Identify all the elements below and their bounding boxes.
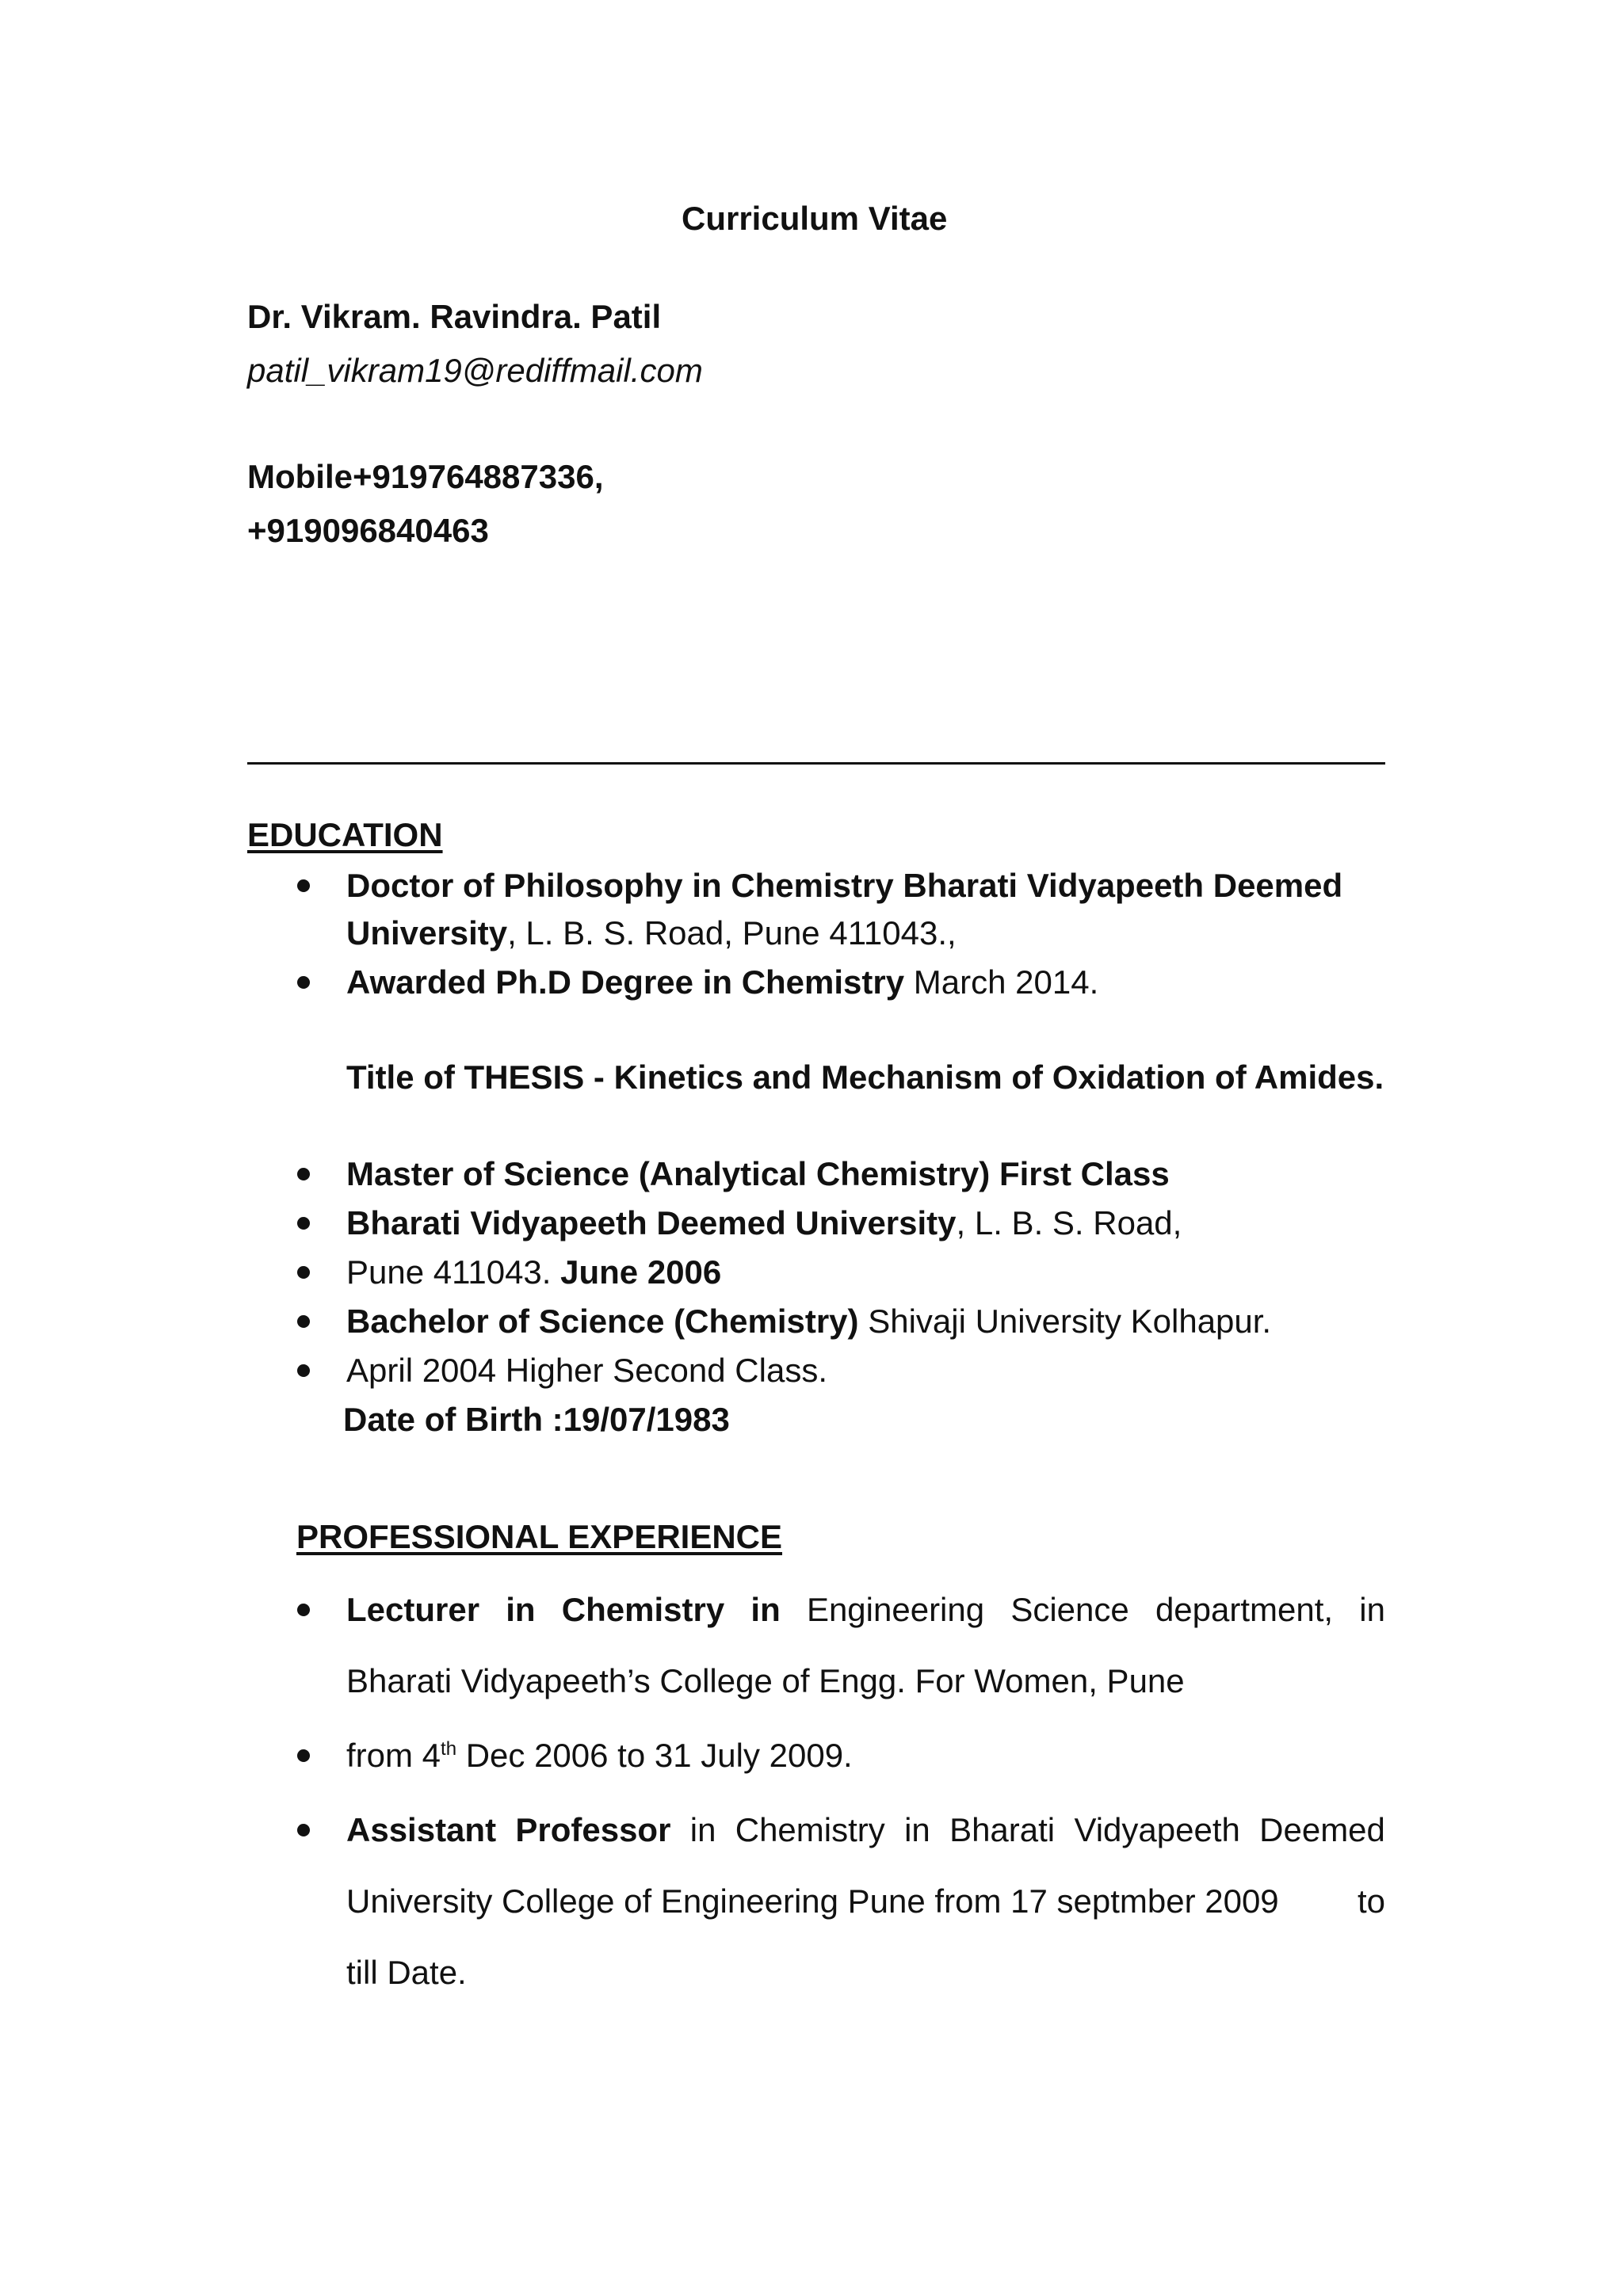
- experience-asst-line3: till Date.: [346, 1954, 467, 1991]
- mobile-number-2: +919096840463: [247, 512, 489, 549]
- experience-asst-line1: Assistant Professor in Chemistry in Bharati Vidyapeeth Deemed: [346, 1811, 1385, 1848]
- experience-heading: PROFESSIONAL EXPERIENCE: [296, 1518, 783, 1555]
- education-heading: EDUCATION: [247, 816, 443, 853]
- candidate-name: Dr. Vikram. Ravindra. Patil: [247, 298, 662, 335]
- bullet-icon: [297, 1824, 310, 1836]
- phd-text: Doctor of Philosophy in Chemistry Bharati Vidyapeeth Deemed: [346, 867, 1343, 904]
- education-bvdu: Bharati Vidyapeeth Deemed University, L. B. S. Road,: [346, 1204, 1182, 1241]
- bullet-icon: [297, 1315, 310, 1328]
- experience-lecturer-line2: Bharati Vidyapeeth’s College of Engg. For Women, Pune: [346, 1662, 1185, 1699]
- bullet-icon: [297, 1168, 310, 1180]
- bullet-icon: [297, 1364, 310, 1377]
- education-pune: Pune 411043. June 2006: [346, 1253, 722, 1291]
- education-phd-line1: [346, 864, 1385, 908]
- bullet-icon: [297, 976, 310, 989]
- experience-asst-line2: University College of Engineering Pune from 17 septmber 2009 to: [346, 1882, 1385, 1920]
- bullet-icon: [297, 1266, 310, 1279]
- bullet-icon: [297, 1604, 310, 1616]
- education-msc: Master of Science (Analytical Chemistry) First Class: [346, 1155, 1170, 1192]
- bullet-icon: [297, 1217, 310, 1230]
- horizontal-divider: [247, 762, 1385, 765]
- experience-lecturer-line1: Lecturer in Chemistry in Engineering Science department, in: [346, 1591, 1385, 1628]
- bullet-icon: [297, 1749, 310, 1762]
- education-bsc: Bachelor of Science (Chemistry) Shivaji University Kolhapur.: [346, 1302, 1272, 1340]
- document-title: Curriculum Vitae: [682, 200, 948, 237]
- bullet-icon: [297, 879, 310, 892]
- education-april: April 2004 Higher Second Class.: [346, 1352, 827, 1389]
- mobile-number-1: Mobile+919764887336,: [247, 458, 604, 495]
- experience-lecturer-dates: from 4th Dec 2006 to 31 July 2009.: [346, 1737, 853, 1774]
- email-address: patil_vikram19@rediffmail.com: [247, 352, 703, 389]
- education-awarded: Awarded Ph.D Degree in Chemistry March 2014.: [346, 963, 1099, 1001]
- date-of-birth: Date of Birth :19/07/1983: [343, 1401, 730, 1438]
- education-phd-line2: University, L. B. S. Road, Pune 411043.,: [346, 914, 957, 952]
- thesis-title: Title of THESIS - Kinetics and Mechanism of Oxidation of Amides.: [346, 1058, 1384, 1096]
